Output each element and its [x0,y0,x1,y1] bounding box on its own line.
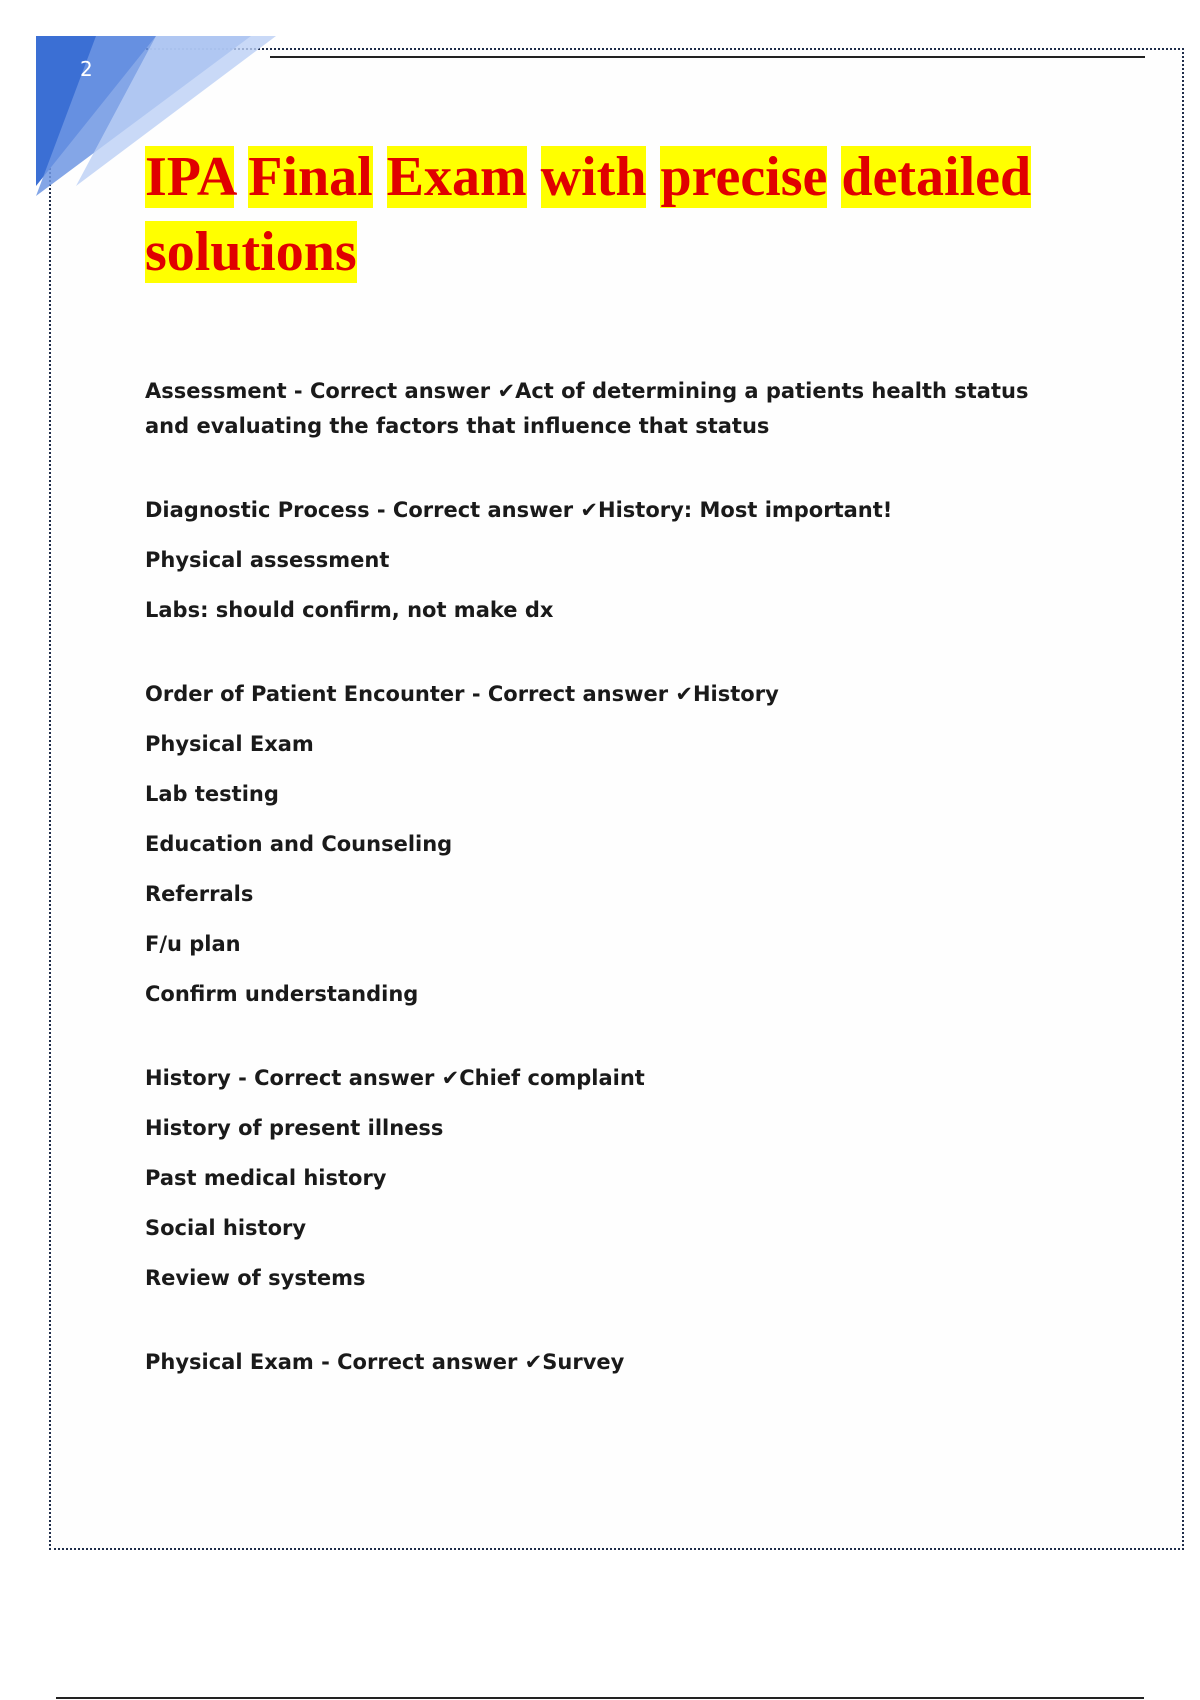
flashcard-line: Education and Counseling [145,832,453,856]
flashcard-line: Order of Patient Encounter - Correct answer ✔History [145,682,779,706]
flashcard-history [145,1061,1075,1296]
flashcard-line: Diagnostic Process - Correct answer ✔History: Most important! [145,498,893,522]
flashcard-line: Past medical history [145,1166,387,1190]
flashcard-order-of-encounter [145,677,1075,1012]
flashcard-line: Confirm understanding [145,982,419,1006]
flashcard-line: Physical assessment [145,548,390,572]
flashcard-physical-exam [145,1345,1075,1380]
title-word: precise [660,146,828,208]
flashcard-line: Assessment - Correct answer ✔Act of determining a patients health status and evaluating the factors that influence that status [145,379,1029,438]
flashcard-line: History of present illness [145,1116,444,1140]
title-word: IPA [145,146,235,208]
title-word: solutions [145,221,357,283]
flashcard-line: Physical Exam - Correct answer ✔Survey [145,1350,625,1374]
flashcard-line: Labs: should confirm, not make dx [145,598,554,622]
title-word: detailed [841,146,1032,208]
flashcard-list [145,374,1075,1429]
flashcard-line: History - Correct answer ✔Chief complaint [145,1066,645,1090]
flashcard-diagnostic-process [145,493,1075,628]
header-rule [270,56,1145,58]
footer-rule [56,1697,1144,1699]
page-number: 2 [80,57,93,81]
flashcard-line: Physical Exam [145,732,314,756]
title-word: Exam [386,146,527,208]
flashcard-line: F/u plan [145,932,241,956]
page-title [145,140,1065,290]
flashcard-line: Social history [145,1216,307,1240]
flashcard-line: Review of systems [145,1266,366,1290]
title-word: with [540,146,647,208]
flashcard-assessment [145,374,1075,444]
flashcard-line: Lab testing [145,782,279,806]
title-word: Final [248,146,373,208]
flashcard-line: Referrals [145,882,254,906]
